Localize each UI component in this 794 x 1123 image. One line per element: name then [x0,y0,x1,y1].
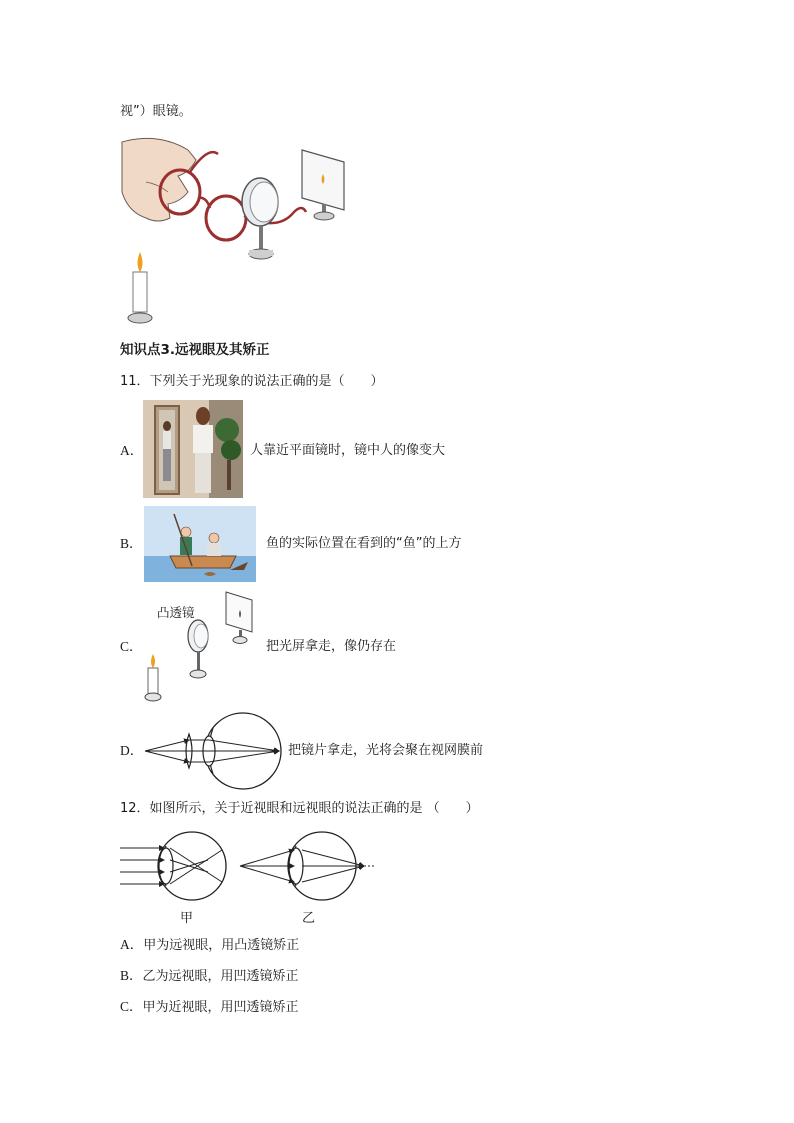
convex-lens-experiment-figure [140,588,262,706]
q12-option-c: C．甲为近视眼，用凹透镜矫正 [120,999,299,1015]
figure-label-yi: 乙 [302,911,316,926]
option-d-text: 把镜片拿走，光将会聚在视网膜前 [288,743,484,758]
option-c-letter: C． [120,639,143,654]
section-title: 知识点3.远视眼及其矫正 [120,342,270,358]
figure-label-jia: 甲 [180,911,194,926]
option-d-letter: D． [120,743,144,758]
option-b-letter: B． [120,536,143,551]
mirror-photo-figure [143,400,243,498]
fishing-boat-figure [144,506,256,582]
option-a-letter: A． [120,443,144,458]
question-number: 11． [120,374,150,389]
question-12-stem: 12．如图所示，关于近视眼和远视眼的说法正确的是 （ ） [120,801,479,816]
question-11-stem: 11．下列关于光现象的说法正确的是（ ） [120,374,384,389]
myopia-hyperopia-diagram [118,826,382,926]
option-a-text: 人靠近平面镜时，镜中人的像变大 [250,443,446,458]
q12-option-a: A．甲为远视眼，用凸透镜矫正 [120,937,300,953]
q12-option-b: B．乙为远视眼，用凹透镜矫正 [120,968,299,984]
previous-question-fragment: 视”）眼镜。 [120,104,192,119]
glasses-lens-experiment-figure [118,132,358,332]
convex-lens-label: 凸透镜 [157,605,195,620]
option-c-text: 把光屏拿走，像仍存在 [266,639,397,654]
question-number: 12． [120,801,150,816]
option-b-text: 鱼的实际位置在看到的“鱼”的上方 [266,536,462,551]
eye-lens-ray-diagram [143,710,285,792]
